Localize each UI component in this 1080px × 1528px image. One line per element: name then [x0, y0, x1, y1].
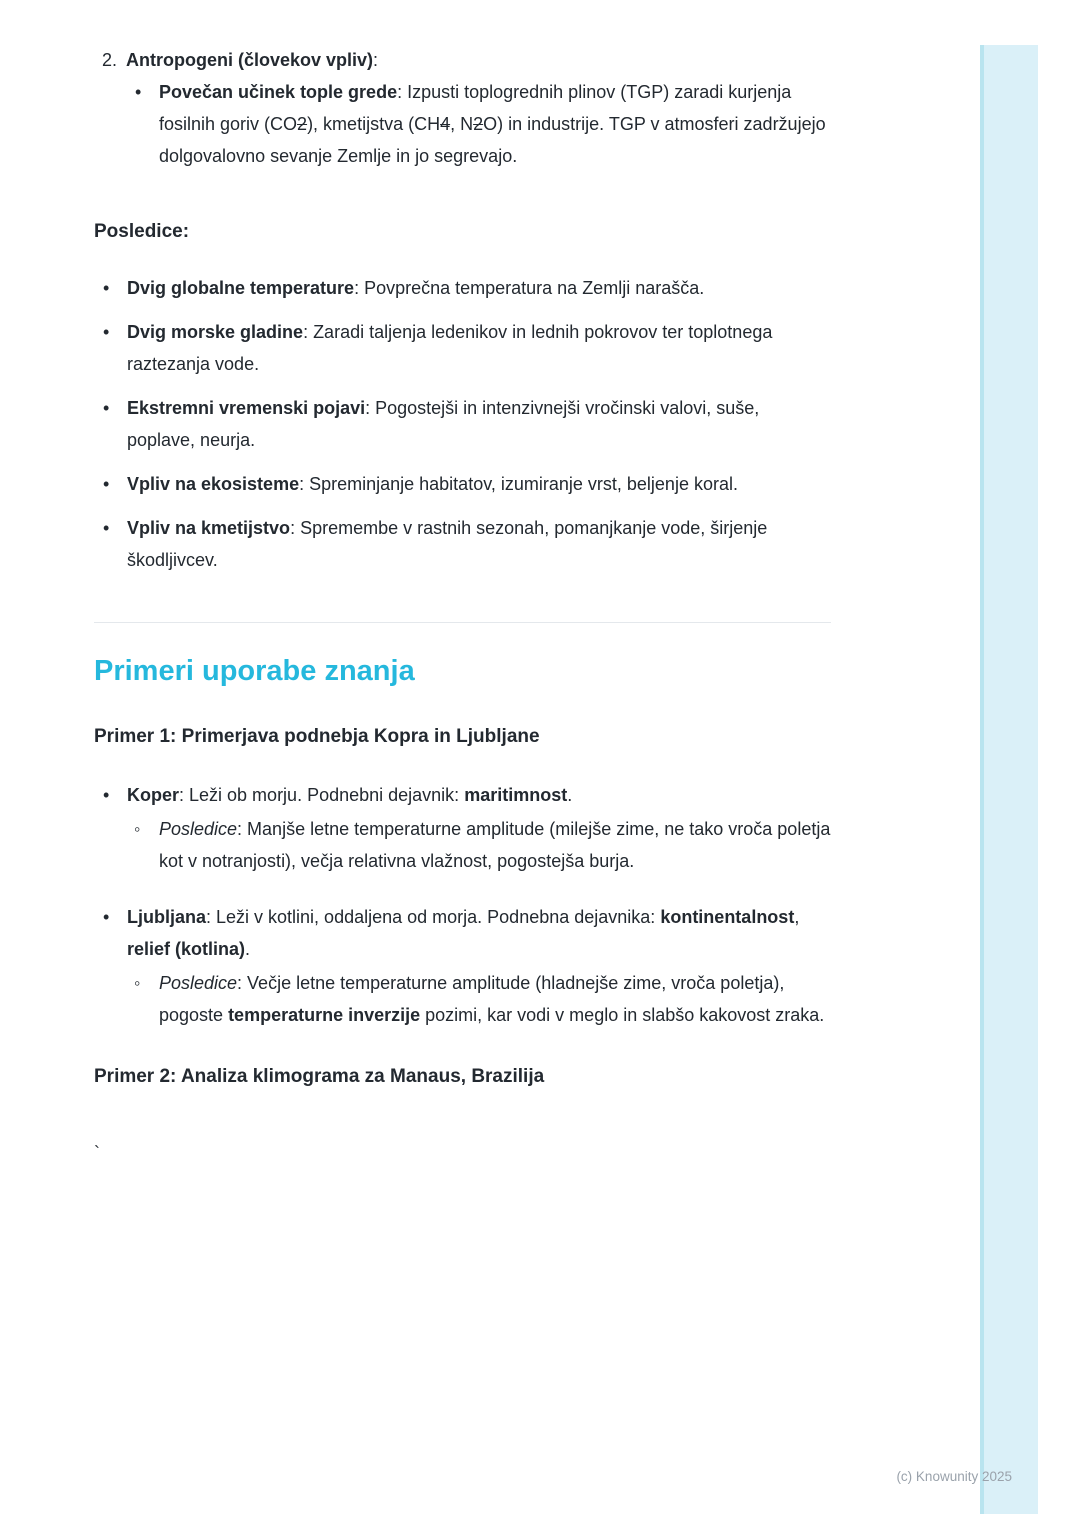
numbered-item — [102, 44, 831, 172]
section-title: Primeri uporabe znanja — [94, 655, 415, 687]
document-content — [94, 44, 831, 1169]
list-item: • Vpliv na ekosisteme: Spreminjanje habitatov, izumiranje vrst, beljenje koral. — [94, 468, 831, 500]
list-item: ◦ Posledice: Večje letne temperaturne amplitude (hladnejše zime, vroča poletja), pogoste temperaturne inverzije pozimi, kar vodi v meglo in slabšo kakovost zraka. — [127, 967, 831, 1031]
anthropogenic-section — [94, 44, 831, 172]
koper-text: • Koper: Leži ob morju. Podnebni dejavnik: maritimnost. — [127, 785, 573, 805]
ljubljana-text: • Ljubljana: Leži v kotlini, oddaljena od morja. Podnebna dejavnika: kontinentalnost, relief (kotlina). — [127, 907, 800, 959]
stray-backtick: ` — [94, 1143, 100, 1163]
koper-sublist — [127, 813, 831, 877]
numbered-item-marker: 2. — [102, 50, 118, 70]
numbered-item-title: Antropogeni (človekov vpliv): — [126, 50, 379, 70]
copyright-text: (c) Knowunity 2025 — [896, 1469, 1012, 1484]
list-item: • Povečan učinek tople grede: Izpusti toplogrednih plinov (TGP) zaradi kurjenja fosilnih goriv (CO2), kmetijstva (CH4, N2O) in industrije. TGP v atmosferi zadržujejo dolgovalovno sevanje Zemlje in jo segrevajo. — [126, 76, 831, 172]
list-item: • Ekstremni vremenski pojavi: Pogostejši in intenzivnejši vročinski valovi, suše, poplave, neurja. — [94, 392, 831, 456]
list-item: • Dvig globalne temperature: Povprečna temperatura na Zemlji narašča. — [94, 272, 831, 304]
greenhouse-list — [126, 76, 831, 172]
numbered-item-body — [126, 44, 831, 172]
list-item: • Dvig morske gladine: Zaradi taljenja ledenikov in lednih pokrovov ter toplotnega raztezanja vode. — [94, 316, 831, 380]
list-item: • Vpliv na kmetijstvo: Spremembe v rastnih sezonah, pomanjkanje vode, širjenje škodljivcev. — [94, 512, 831, 576]
primer1-heading: Primer 1: Primerjava podnebja Kopra in Ljubljane — [94, 726, 540, 747]
list-item: ◦ Posledice: Manjše letne temperaturne amplitude (milejše zime, ne tako vroča poletja kot v notranjosti), večja relativna vlažnost, pogostejša burja. — [127, 813, 831, 877]
page-edge-strip — [980, 45, 1038, 1514]
posledice-heading: Posledice: — [94, 221, 190, 242]
primer1-list — [94, 779, 831, 1031]
list-item-ljubljana — [94, 901, 831, 1031]
ljubljana-sublist — [127, 967, 831, 1031]
primer2-heading: Primer 2: Analiza klimograma za Manaus, Brazilija — [94, 1066, 545, 1087]
section-divider — [94, 622, 831, 623]
posledice-list — [94, 272, 831, 576]
list-item-koper — [94, 779, 831, 877]
